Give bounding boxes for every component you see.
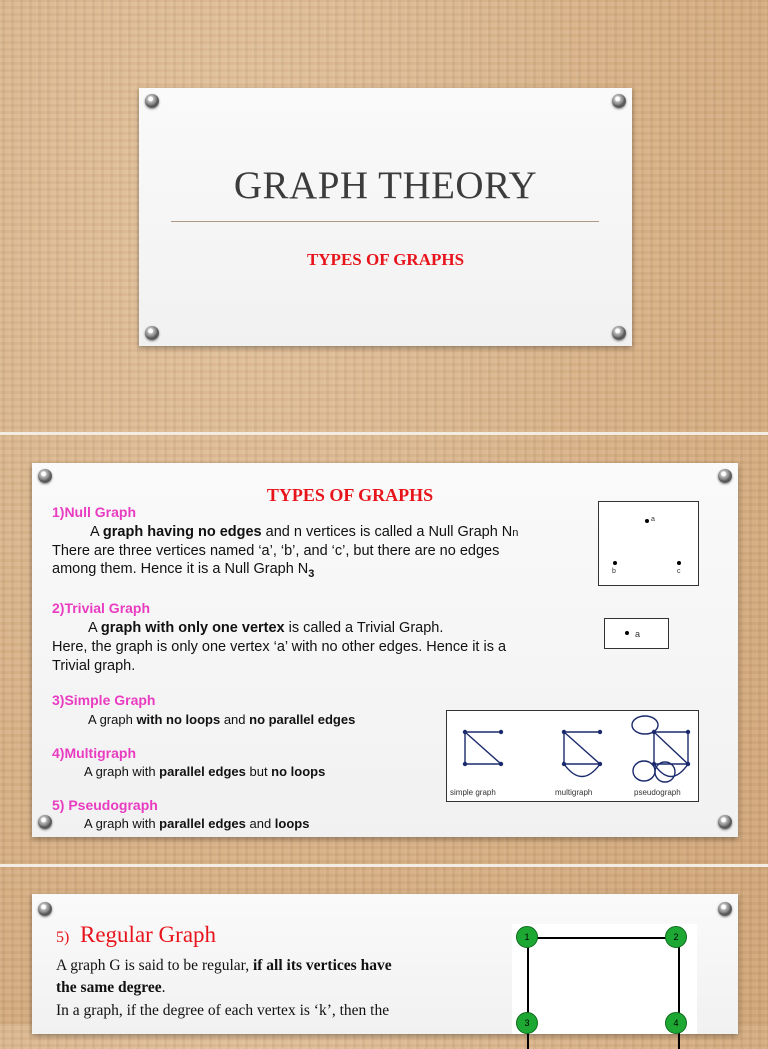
screw-icon	[718, 815, 732, 829]
text: but	[245, 764, 272, 779]
graph-node: 4	[665, 1012, 687, 1034]
slide-separator	[0, 432, 768, 435]
graph-node: 3	[516, 1012, 538, 1034]
null-graph-figure	[598, 501, 699, 586]
trivial-graph-figure	[604, 618, 669, 649]
null-graph-label: 1)Null Graph	[52, 504, 137, 520]
vertex	[625, 631, 629, 635]
null-graph-line3	[52, 560, 314, 583]
screw-icon	[38, 469, 52, 483]
bold-text: loops	[274, 816, 310, 831]
figure-caption: pseudograph	[634, 788, 681, 797]
graph-edges	[527, 937, 680, 1049]
text: A graph G is said to be regular,	[56, 957, 253, 974]
graph-node: 2	[665, 926, 687, 948]
text: among them. Hence it is a Null Graph N	[52, 561, 309, 577]
text: A graph	[88, 712, 137, 727]
bold-text: parallel edges	[159, 816, 246, 831]
bold-text: no parallel edges	[249, 712, 356, 727]
screw-icon	[38, 815, 52, 829]
text: A graph with	[84, 816, 160, 831]
trivial-graph-label: 2)Trivial Graph	[52, 600, 151, 616]
slide-heading: TYPES OF GRAPHS	[266, 485, 434, 505]
vertex-label: a	[635, 629, 641, 639]
regular-line2	[56, 977, 476, 999]
regular-graph-slide	[32, 894, 738, 1034]
vertex	[613, 561, 617, 565]
text: A graph with	[84, 764, 160, 779]
graph-types-figure	[446, 710, 699, 802]
bold-text: parallel edges	[159, 764, 246, 779]
bold-text: no loops	[271, 764, 326, 779]
vertex	[677, 561, 681, 565]
screw-icon	[718, 902, 732, 916]
text: and	[245, 816, 275, 831]
subscript: n	[512, 527, 519, 539]
title-slide	[139, 88, 632, 346]
bold-text: the same degree	[56, 979, 162, 996]
types-slide	[32, 463, 738, 837]
vertex	[645, 519, 649, 523]
section-number: 5)	[56, 929, 70, 946]
subscript: 3	[308, 567, 315, 580]
vertex-label: a	[651, 516, 655, 523]
title-divider	[171, 221, 599, 222]
simple-graph-label: 3)Simple Graph	[52, 692, 156, 708]
screw-icon	[718, 469, 732, 483]
pseudograph-desc	[84, 815, 309, 833]
text: is called a Trivial Graph.	[284, 620, 444, 636]
text: and	[220, 712, 250, 727]
slide-title: GRAPH THEORY	[233, 164, 538, 207]
figure-caption: multigraph	[555, 788, 593, 797]
bold-text: graph with only one vertex	[100, 620, 285, 636]
screw-icon	[38, 902, 52, 916]
null-graph-line1	[90, 523, 518, 542]
screw-icon	[612, 326, 626, 340]
slide-subtitle: TYPES OF GRAPHS	[306, 250, 465, 269]
null-graph-line2: There are three vertices named ‘a’, ‘b’, and ‘c’, but there are no edges	[52, 543, 500, 559]
section-title: Regular Graph	[80, 922, 217, 947]
screw-icon	[145, 326, 159, 340]
text: A	[88, 620, 101, 636]
text: A	[90, 524, 103, 540]
vertex-label: c	[677, 568, 681, 575]
bold-text: with no loops	[136, 712, 221, 727]
text: and n vertices is called a Null Graph N	[261, 524, 513, 540]
graph-node: 1	[516, 926, 538, 948]
figure-caption: simple graph	[450, 788, 496, 797]
screw-icon	[145, 94, 159, 108]
vertex-label: b	[612, 568, 616, 575]
regular-line1	[56, 955, 476, 977]
multigraph-desc	[84, 763, 325, 781]
simple-graph-desc	[88, 711, 355, 729]
screw-icon	[612, 94, 626, 108]
multigraph-label: 4)Multigraph	[52, 745, 136, 761]
trivial-graph-line2: Here, the graph is only one vertex ‘a’ with no other edges. Hence it is a	[52, 639, 507, 655]
pseudograph-label: 5) Pseudograph	[52, 797, 158, 813]
bold-text: graph having no edges	[102, 524, 262, 540]
trivial-graph-line1	[88, 619, 443, 637]
bold-text: if all its vertices have	[252, 957, 392, 974]
trivial-graph-line3: Trivial graph.	[52, 658, 136, 674]
regular-line3: In a graph, if the degree of each vertex is ‘k’, then the	[56, 1002, 390, 1019]
text: .	[161, 979, 166, 996]
slide-separator	[0, 864, 768, 867]
regular-graph-figure	[512, 924, 697, 1034]
